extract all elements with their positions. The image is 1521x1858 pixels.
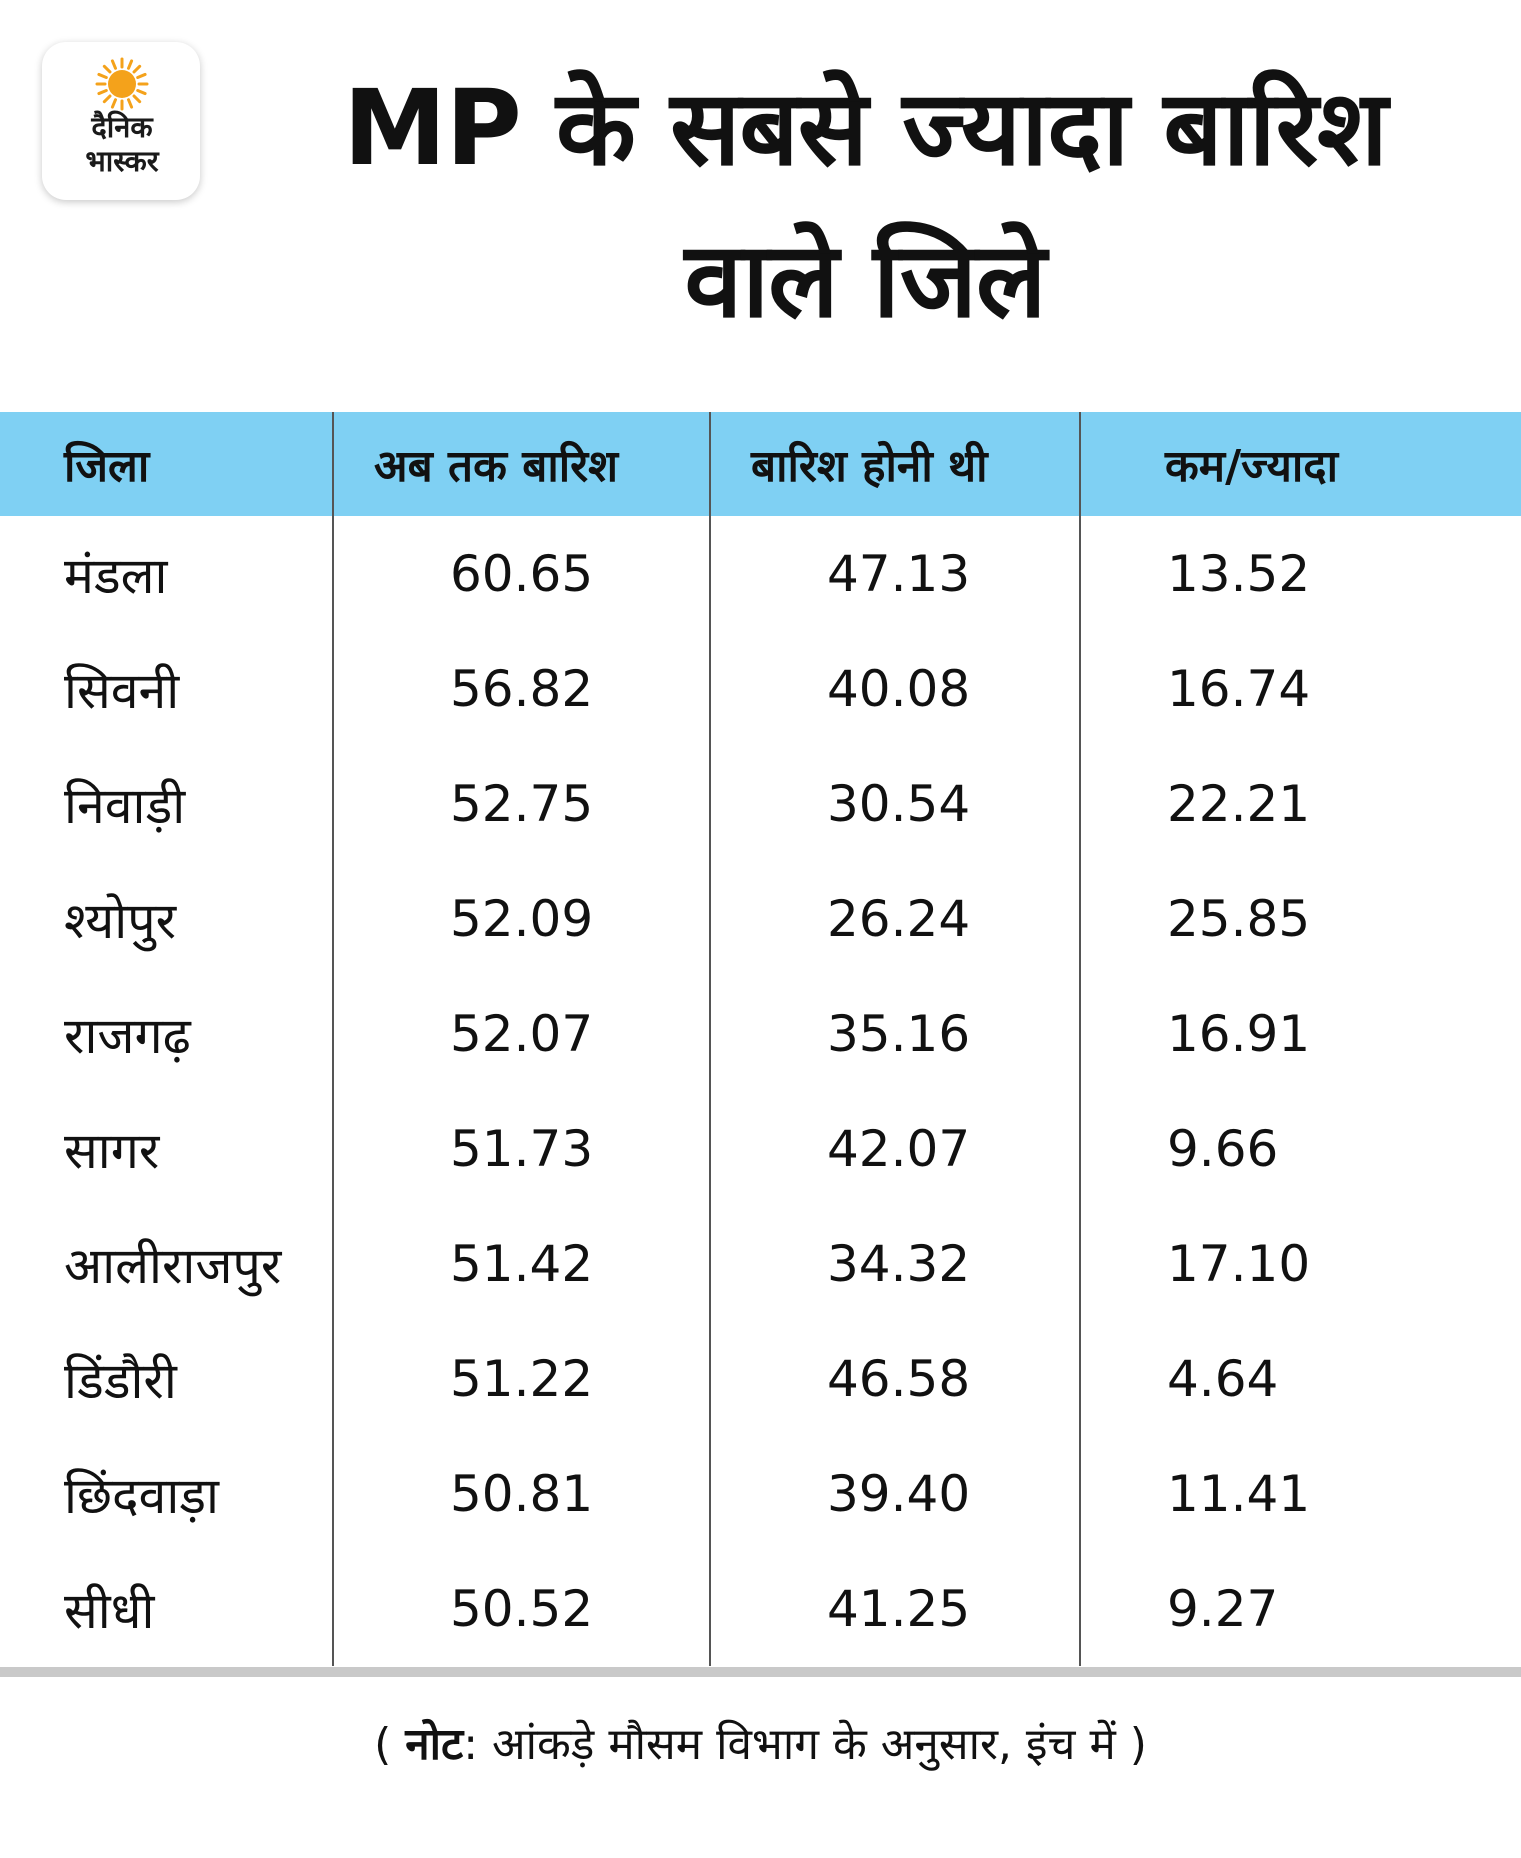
cell-expected-rain: 35.16 (710, 976, 1080, 1091)
column-header-expected-rain: बारिश होनी थी (710, 412, 1080, 516)
cell-rain-so-far: 51.42 (333, 1206, 710, 1321)
brand-logo-text: दैनिक भास्कर (85, 110, 159, 178)
cell-difference: 16.91 (1080, 976, 1521, 1091)
column-header-difference: कम/ज्यादा (1080, 412, 1521, 516)
cell-rain-so-far: 50.81 (333, 1436, 710, 1551)
cell-rain-so-far: 50.52 (333, 1551, 710, 1666)
table-row (0, 861, 1521, 976)
sun-icon (94, 56, 150, 112)
cell-district: आलीराजपुर (64, 1236, 282, 1295)
footnote-text: : आंकड़े मौसम विभाग के अनुसार, इंच में ) (463, 1719, 1147, 1770)
cell-district: मंडला (64, 546, 168, 605)
table-header-row (0, 412, 1521, 516)
cell-difference: 22.21 (1080, 746, 1521, 861)
table-row (0, 1206, 1521, 1321)
cell-rain-so-far: 56.82 (333, 631, 710, 746)
cell-rain-so-far: 60.65 (333, 516, 710, 631)
cell-difference: 13.52 (1080, 516, 1521, 631)
cell-expected-rain: 39.40 (710, 1436, 1080, 1551)
cell-expected-rain: 26.24 (710, 861, 1080, 976)
table-row (0, 746, 1521, 861)
table-row (0, 976, 1521, 1091)
table-row (0, 516, 1521, 631)
footnote (0, 1710, 1521, 1780)
page-title: MP के सबसे ज्यादा बारिश वाले जिले (343, 67, 1387, 341)
cell-difference: 16.74 (1080, 631, 1521, 746)
cell-district: सीधी (64, 1581, 155, 1640)
table-row (0, 1321, 1521, 1436)
cell-difference: 9.66 (1080, 1091, 1521, 1206)
cell-difference: 9.27 (1080, 1551, 1521, 1666)
cell-district: राजगढ़ (64, 1006, 191, 1065)
table-row (0, 631, 1521, 746)
rainfall-table (0, 412, 1521, 1666)
cell-expected-rain: 47.13 (710, 516, 1080, 631)
table-row (0, 1436, 1521, 1551)
footnote-open: ( (374, 1719, 406, 1770)
column-header-district: जिला (0, 412, 333, 516)
cell-district: सिवनी (64, 661, 180, 720)
cell-expected-rain: 46.58 (710, 1321, 1080, 1436)
footnote-label: नोट (405, 1719, 464, 1770)
cell-district: श्योपुर (64, 891, 177, 950)
column-header-rain-so-far: अब तक बारिश (333, 412, 710, 516)
cell-rain-so-far: 51.73 (333, 1091, 710, 1206)
cell-district: डिंडौरी (64, 1351, 177, 1410)
cell-rain-so-far: 52.07 (333, 976, 710, 1091)
cell-difference: 17.10 (1080, 1206, 1521, 1321)
cell-difference: 4.64 (1080, 1321, 1521, 1436)
cell-district: सागर (64, 1121, 160, 1180)
cell-district: छिंदवाड़ा (64, 1466, 219, 1525)
cell-expected-rain: 42.07 (710, 1091, 1080, 1206)
footer-divider (0, 1667, 1521, 1677)
cell-expected-rain: 40.08 (710, 631, 1080, 746)
cell-expected-rain: 30.54 (710, 746, 1080, 861)
brand-logo (42, 42, 200, 200)
cell-rain-so-far: 52.75 (333, 746, 710, 861)
cell-difference: 25.85 (1080, 861, 1521, 976)
cell-difference: 11.41 (1080, 1436, 1521, 1551)
cell-district: निवाड़ी (64, 776, 186, 835)
cell-rain-so-far: 52.09 (333, 861, 710, 976)
table-row (0, 1091, 1521, 1206)
cell-expected-rain: 41.25 (710, 1551, 1080, 1666)
cell-expected-rain: 34.32 (710, 1206, 1080, 1321)
table-row (0, 1551, 1521, 1666)
cell-rain-so-far: 51.22 (333, 1321, 710, 1436)
